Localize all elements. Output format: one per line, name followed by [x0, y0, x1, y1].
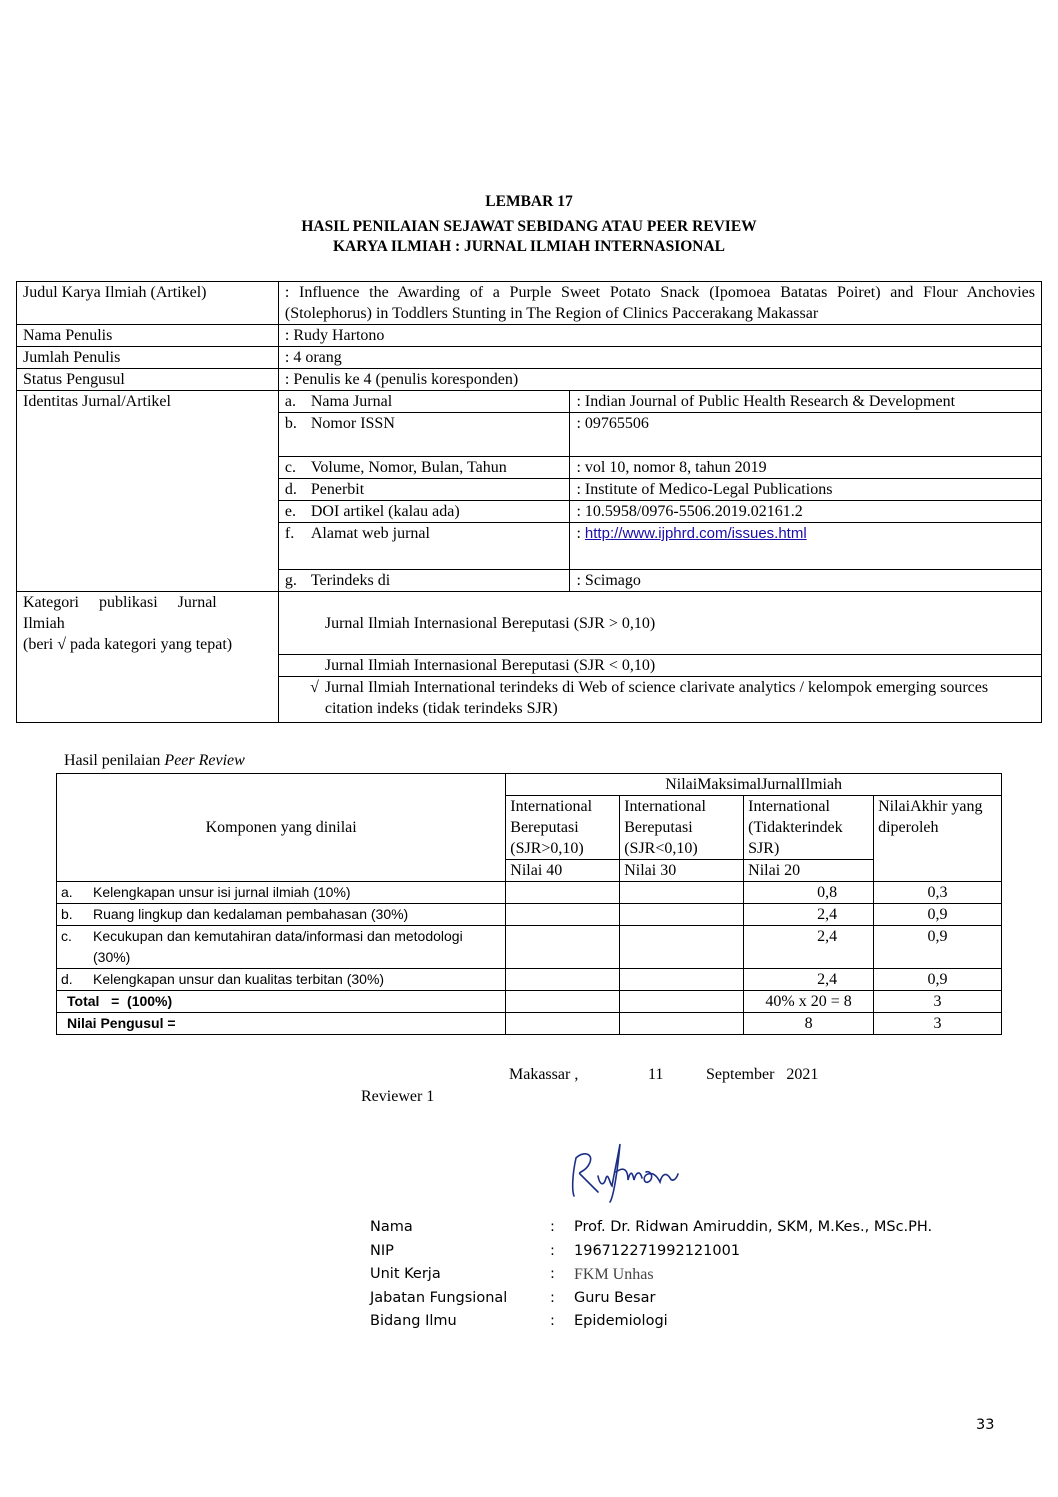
document-subtitle: KARYA ILMIAH : JURNAL ILMIAH INTERNASIONAL	[332, 238, 726, 255]
identity-item-value: : Institute of Medico-Legal Publications	[570, 479, 1042, 501]
proposer-status-value: : Penulis ke 4 (penulis koresponden)	[278, 369, 1041, 391]
page-number: 33	[976, 1417, 995, 1433]
checkmark-icon: √	[310, 679, 319, 696]
column-header: International Bereputasi (SJR<0,10)	[620, 796, 744, 860]
signature-row-unit: Unit Kerja : FKM Unhas	[370, 1266, 654, 1283]
signature-row-nip: NIP : 196712271992121001	[370, 1242, 741, 1259]
author-name-value: : Rudy Hartono	[278, 325, 1041, 347]
signature-row-field: Bidang Ilmu : Epidemiologi	[370, 1313, 668, 1329]
category-option: Jurnal Ilmiah Internasional Bereputasi (SJR < 0,10)	[278, 655, 1041, 677]
identity-item-value: : Scimago	[570, 570, 1042, 592]
identity-item-label: a. Nama Jurnal	[278, 391, 570, 413]
review-caption: Hasil penilaian Peer Review	[64, 752, 245, 769]
identity-item-label: g. Terindeks di	[278, 570, 570, 592]
date-month-year: September 2021	[706, 1066, 819, 1083]
column-header: International Bereputasi (SJR>0,10)	[506, 796, 620, 860]
identity-item-value: : vol 10, nomor 8, tahun 2019	[570, 457, 1042, 479]
date-day: 11	[648, 1066, 664, 1083]
table-row: a. Kelengkapan unsur isi jurnal ilmiah (10%) 0,8 0,3	[57, 882, 1002, 904]
total-row: Total = (100%) 40% x 20 = 8 3	[57, 991, 1002, 1013]
column-header: International (Tidakterindek SJR)	[744, 796, 874, 860]
table-row: b. Ruang lingkup dan kedalaman pembahasan (30%) 2,4 0,9	[57, 904, 1002, 926]
author-count-value: : 4 orang	[278, 347, 1041, 369]
column-header: NilaiAkhir yang diperoleh	[874, 796, 1002, 882]
signature-block	[370, 1216, 994, 1334]
journal-identity-label: Identitas Jurnal/Artikel	[17, 391, 279, 592]
title-value: : Influence the Awarding of a Purple Sweet Potato Snack (Ipomoea Batatas Poiret) and Flour Anchovies (Stolephorus) in Toddlers Stunting in The Region of Clinics Paccerakang Makassar	[278, 282, 1041, 325]
category-option: Jurnal Ilmiah Internasional Bereputasi (SJR > 0,10)	[278, 592, 1041, 655]
author-count-label: Jumlah Penulis	[17, 347, 279, 369]
identity-item-value: : 09765506	[570, 413, 1042, 457]
reviewer-label: Reviewer 1	[361, 1088, 435, 1105]
identity-item-label: e. DOI artikel (kalau ada)	[278, 501, 570, 523]
identity-item-label: f. Alamat web jurnal	[278, 523, 570, 570]
sheet-number: LEMBAR 17	[485, 193, 573, 210]
document-title: HASIL PENILAIAN SEJAWAT SEBIDANG ATAU PEER REVIEW	[301, 218, 757, 235]
table-row: c. Kecukupan dan kemutahiran data/informasi dan metodologi (30%) 2,4 0,9	[57, 926, 1002, 969]
identity-item-label: d. Penerbit	[278, 479, 570, 501]
signature-row-name: Nama : Prof. Dr. Ridwan Amiruddin, SKM, M.Kes., MSc.PH.	[370, 1219, 933, 1235]
proposer-status-label: Status Pengusul	[17, 369, 279, 391]
title-label: Judul Karya Ilmiah (Artikel)	[17, 282, 279, 325]
peer-review-table	[56, 773, 1002, 1035]
table-row: d. Kelengkapan unsur dan kualitas terbitan (30%) 2,4 0,9	[57, 969, 1002, 991]
max-score-header: NilaiMaksimalJurnalIlmiah	[506, 774, 1002, 796]
signature-row-position: Jabatan Fungsional : Guru Besar	[370, 1289, 656, 1306]
identity-item-value: : 10.5958/0976-5506.2019.02161.2	[570, 501, 1042, 523]
journal-website-value: : http://www.ijphrd.com/issues.html	[570, 523, 1042, 570]
article-info-table	[16, 281, 1042, 723]
place-label: Makassar ,	[509, 1066, 579, 1083]
component-header: Komponen yang dinilai	[57, 774, 506, 882]
journal-website-link[interactable]: http://www.ijphrd.com/issues.html	[584, 525, 807, 542]
score-label: Nilai 20	[744, 860, 874, 882]
score-label: Nilai 30	[620, 860, 744, 882]
proposer-score-row: Nilai Pengusul = 8 3	[57, 1013, 1002, 1035]
identity-item-label: b. Nomor ISSN	[278, 413, 570, 457]
category-option-checked: √ Jurnal Ilmiah International terindeks di Web of science clarivate analytics / kelompok emerging sources citation indeks (tidak terindeks SJR)	[278, 677, 1041, 723]
signature-image	[566, 1136, 696, 1206]
publication-category-label: Kategori publikasi Jurnal Ilmiah (beri √ pada kategori yang tepat)	[17, 592, 279, 723]
identity-item-label: c. Volume, Nomor, Bulan, Tahun	[278, 457, 570, 479]
identity-item-value: : Indian Journal of Public Health Research & Development	[570, 391, 1042, 413]
author-name-label: Nama Penulis	[17, 325, 279, 347]
score-label: Nilai 40	[506, 860, 620, 882]
